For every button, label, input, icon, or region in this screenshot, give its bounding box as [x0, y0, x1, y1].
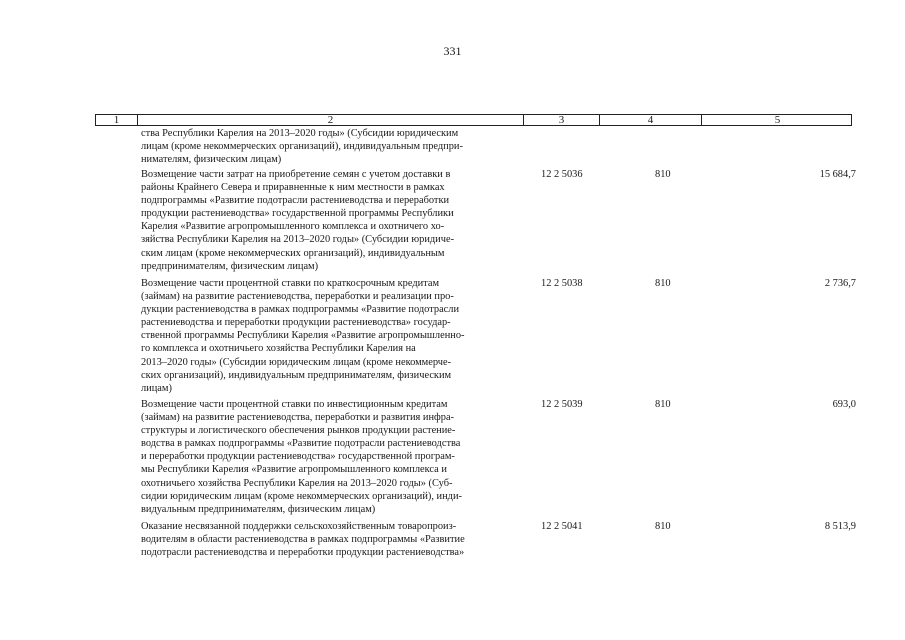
description-line: Возмещение части затрат на приобретение семян с учетом доставки в: [141, 169, 451, 180]
row-amount: 693,0: [832, 399, 856, 410]
description-line: растениеводства и переработки продукции растениеводства» государ-: [141, 317, 451, 329]
description-line: нимателям, физическим лицам): [141, 154, 282, 166]
column-header-5: 5: [774, 114, 781, 126]
description-line: 2013–2020 годы» (Субсидии юридическим лицам (кроме некоммерче-: [141, 356, 452, 368]
description-line: предпринимателям, физическим лицам): [141, 260, 319, 272]
description-line: охотничьего хозяйства Республики Карелия на 2013–2020 годы» (Суб-: [141, 477, 453, 489]
description-line: видуальным предпринимателям, физическим лицам): [141, 503, 376, 515]
table-header-row: [95, 114, 852, 126]
description-line: ственной программы Республики Карелия «Развитие агропромышленно-: [141, 330, 465, 342]
description-line: дукции растениеводства в рамках подпрограммы «Развитие подотрасли: [141, 304, 460, 316]
table-row-description: [141, 168, 513, 273]
description-line: продукции растениеводства» государственной программы Республики: [141, 208, 454, 220]
description-line: мы Республики Карелия «Развитие агропромышленного комплекса и: [141, 464, 447, 476]
description-line: водства в рамках подпрограммы «Развитие подотрасли растениеводства: [141, 438, 461, 450]
row-amount: 2 736,7: [824, 278, 856, 289]
row-code: 12 2 5036: [541, 169, 583, 180]
description-line: ским лицам (кроме некоммерческих организаций), индивидуальным: [141, 247, 445, 259]
description-line: Карелия «Развитие агропромышленного комплекса и охотничего хо-: [141, 221, 445, 233]
table-row-description: [141, 277, 513, 395]
row-code: 12 2 5039: [541, 399, 583, 410]
description-line: районы Крайнего Севера и приравненные к ним местности в рамках: [141, 182, 445, 194]
description-line: го комплекса и охотничьего хозяйства Республики Карелия на: [141, 343, 416, 355]
continuation-description: [141, 127, 513, 166]
description-line: Оказание несвязанной поддержки сельскохозяйственным товаропроиз-: [141, 521, 457, 532]
description-line: ства Республики Карелия на 2013–2020 годы» (Субсидии юридическим: [141, 128, 459, 139]
column-header-4: 4: [600, 115, 702, 125]
description-line: Возмещение части процентной ставки по краткосрочным кредитам: [141, 278, 440, 289]
description-line: структуры и логистического обеспечения рынков продукции растение-: [141, 425, 456, 437]
page-number: 331: [443, 44, 462, 58]
column-header-2: 2: [138, 115, 524, 125]
description-line: ских организаций), индивидуальным предпринимателям, физическим: [141, 369, 452, 381]
row-type: 810: [655, 521, 671, 532]
description-line: (займам) на развитие растениеводства, переработки и реализации про-: [141, 291, 454, 303]
description-line: подотрасли растениеводства и переработки продукции растениеводства»: [141, 547, 465, 559]
description-line: лицам): [141, 382, 172, 394]
description-line: подпрограммы «Развитие подотрасли растениеводства и переработки: [141, 195, 450, 207]
row-type: 810: [655, 399, 671, 410]
description-line: зяйства Республики Карелия на 2013–2020 годы» (Субсидии юридиче-: [141, 234, 455, 246]
description-line: водителям в области растениеводства в рамках подпрограммы «Развитие: [141, 534, 465, 546]
description-line: (займам) на развитие растениеводства, переработки и развития инфра-: [141, 412, 455, 424]
description-line: сидии юридическим лицам (кроме некоммерческих организаций), инди-: [141, 490, 462, 502]
description-line: и переработки продукции растениеводства» государственной програм-: [141, 451, 455, 463]
row-code: 12 2 5041: [541, 521, 583, 532]
row-amount: 8 513,9: [824, 521, 856, 532]
row-type: 810: [655, 278, 671, 289]
column-header-3: 3: [524, 115, 600, 125]
table-row-description: [141, 398, 513, 516]
row-type: 810: [655, 169, 671, 180]
description-line: Возмещение части процентной ставки по инвестиционным кредитам: [141, 399, 448, 410]
column-header-1: 1: [96, 115, 138, 125]
row-code: 12 2 5038: [541, 278, 583, 289]
table-row-description: [141, 520, 513, 559]
description-line: лицам (кроме некоммерческих организаций), индивидуальным предпри-: [141, 141, 463, 153]
row-amount: 15 684,7: [819, 169, 856, 180]
